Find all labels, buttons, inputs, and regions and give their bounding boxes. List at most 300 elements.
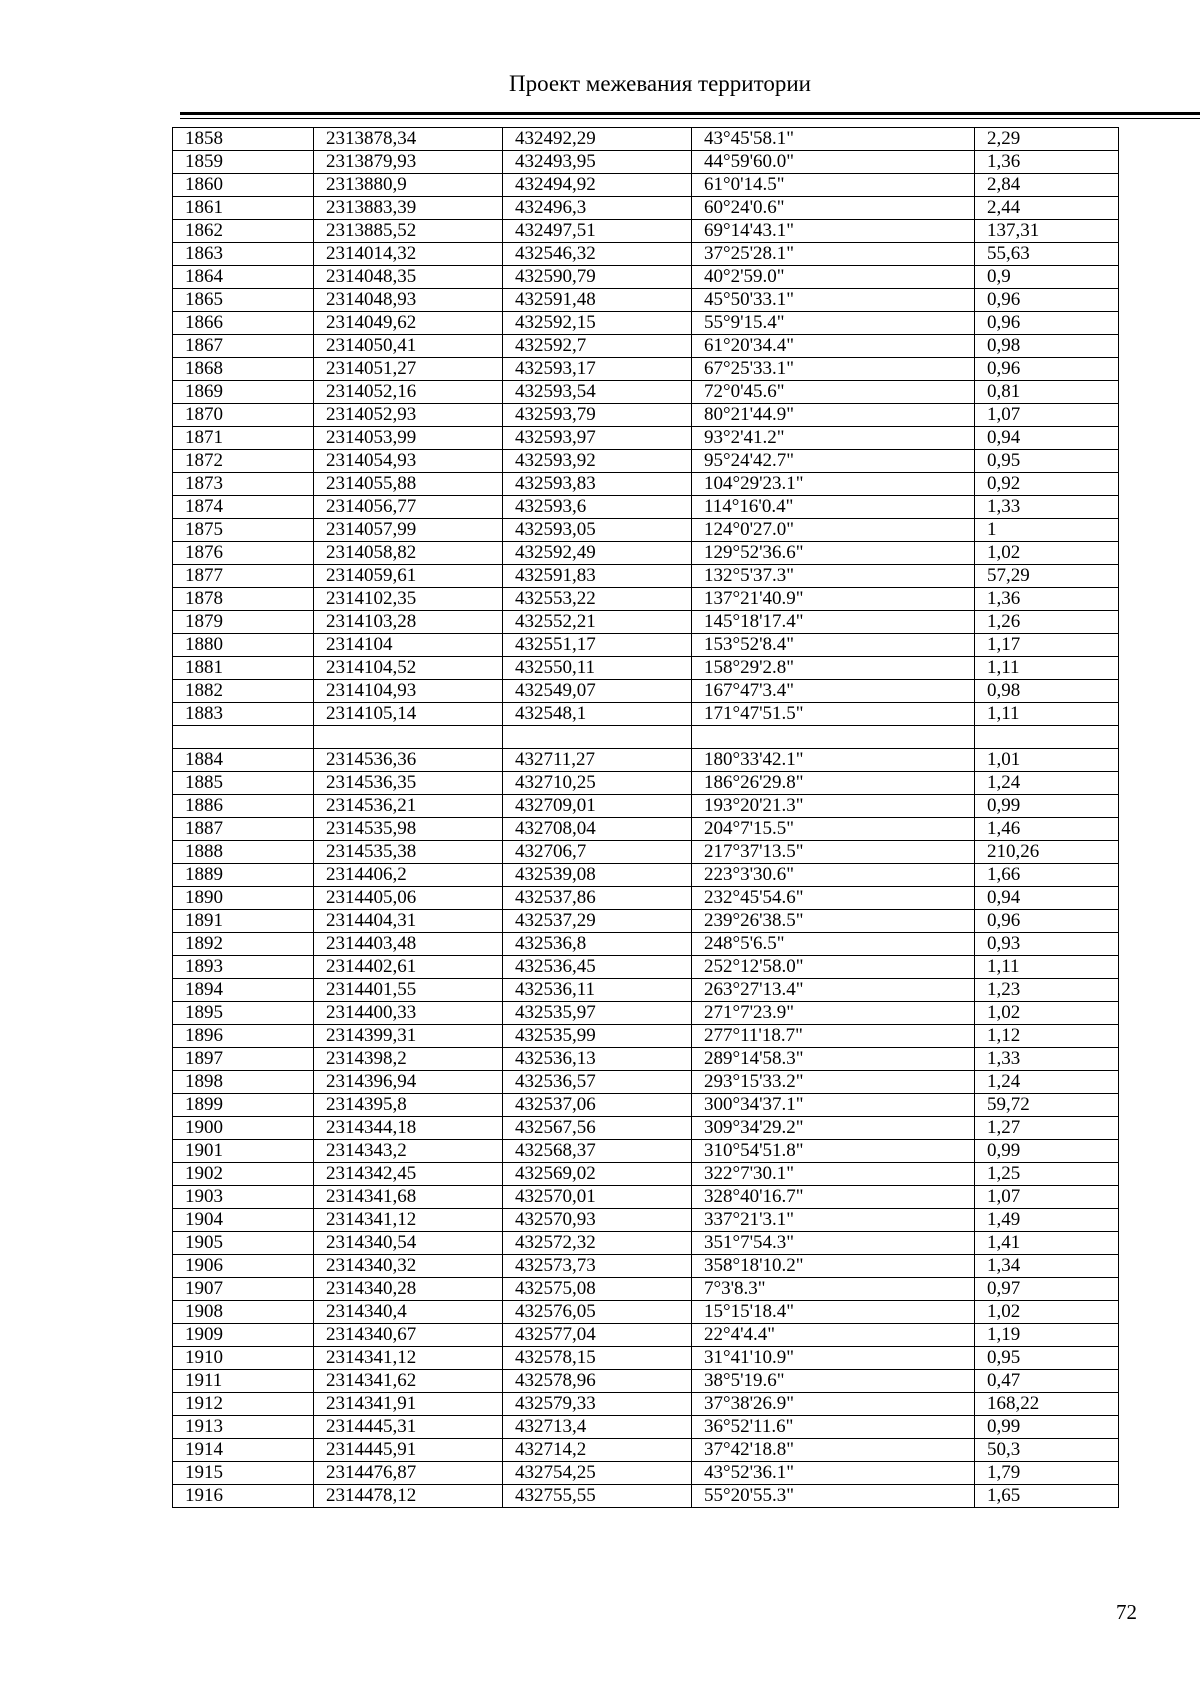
direction-angle-cell: 337°21'3.1": [692, 1208, 975, 1231]
direction-angle-cell: 289°14'58.3": [692, 1047, 975, 1070]
direction-angle-cell: 223°3'30.6": [692, 863, 975, 886]
point-number-cell: 1867: [173, 335, 314, 358]
x-coordinate-cell: 2314341,12: [314, 1208, 503, 1231]
distance-cell: 0,92: [975, 473, 1119, 496]
x-coordinate-cell: 2314399,31: [314, 1024, 503, 1047]
point-number-cell: 1912: [173, 1392, 314, 1415]
direction-angle-cell: 271°7'23.9": [692, 1001, 975, 1024]
point-number-cell: 1897: [173, 1047, 314, 1070]
point-number-cell: 1911: [173, 1369, 314, 1392]
point-number-cell: 1902: [173, 1162, 314, 1185]
table-row: [173, 1162, 1119, 1185]
direction-angle-cell: 322°7'30.1": [692, 1162, 975, 1185]
x-coordinate-cell: 2314405,06: [314, 886, 503, 909]
distance-cell: 1,24: [975, 1070, 1119, 1093]
table-row: [173, 1323, 1119, 1346]
distance-cell: 0,81: [975, 381, 1119, 404]
point-number-cell: 1905: [173, 1231, 314, 1254]
distance-cell: 0,95: [975, 1346, 1119, 1369]
direction-angle-cell: 37°38'26.9": [692, 1392, 975, 1415]
point-number-cell: 1904: [173, 1208, 314, 1231]
table-row: [173, 1484, 1119, 1507]
direction-angle-cell: 124°0'27.0": [692, 519, 975, 542]
x-coordinate-cell: 2314048,93: [314, 289, 503, 312]
distance-cell: 1,49: [975, 1208, 1119, 1231]
table-row: [173, 1254, 1119, 1277]
direction-angle-cell: 328°40'16.7": [692, 1185, 975, 1208]
point-number-cell: 1878: [173, 588, 314, 611]
distance-cell: 1,11: [975, 703, 1119, 726]
table-row: [173, 726, 1119, 749]
table-row: [173, 886, 1119, 909]
x-coordinate-cell: 2314052,16: [314, 381, 503, 404]
x-coordinate-cell: 2314344,18: [314, 1116, 503, 1139]
y-coordinate-cell: 432577,04: [503, 1323, 692, 1346]
direction-angle-cell: 171°47'51.5": [692, 703, 975, 726]
y-coordinate-cell: 432552,21: [503, 611, 692, 634]
x-coordinate-cell: 2314536,35: [314, 771, 503, 794]
direction-angle-cell: 309°34'29.2": [692, 1116, 975, 1139]
table-row: [173, 335, 1119, 358]
table-row: [173, 1024, 1119, 1047]
table-row: [173, 1461, 1119, 1484]
point-number-cell: 1869: [173, 381, 314, 404]
distance-cell: 1,17: [975, 634, 1119, 657]
table-row: [173, 1093, 1119, 1116]
direction-angle-cell: 55°9'15.4": [692, 312, 975, 335]
point-number-cell: 1907: [173, 1277, 314, 1300]
x-coordinate-cell: 2314403,48: [314, 932, 503, 955]
direction-angle-cell: 67°25'33.1": [692, 358, 975, 381]
table-row: [173, 151, 1119, 174]
table-row: [173, 243, 1119, 266]
x-coordinate-cell: 2314340,32: [314, 1254, 503, 1277]
distance-cell: 1,33: [975, 496, 1119, 519]
direction-angle-cell: 158°29'2.8": [692, 657, 975, 680]
table-row: [173, 863, 1119, 886]
distance-cell: 1,25: [975, 1162, 1119, 1185]
direction-angle-cell: 263°27'13.4": [692, 978, 975, 1001]
direction-angle-cell: 95°24'42.7": [692, 450, 975, 473]
distance-cell: 1,07: [975, 1185, 1119, 1208]
distance-cell: 0,94: [975, 427, 1119, 450]
direction-angle-cell: [692, 726, 975, 749]
x-coordinate-cell: 2314053,99: [314, 427, 503, 450]
distance-cell: 1,11: [975, 657, 1119, 680]
coordinates-table: [172, 127, 1119, 1508]
distance-cell: 2,44: [975, 197, 1119, 220]
table-row: [173, 1116, 1119, 1139]
x-coordinate-cell: 2314476,87: [314, 1461, 503, 1484]
table-row: [173, 1369, 1119, 1392]
page-title: Проект межевания территории: [509, 71, 811, 96]
x-coordinate-cell: 2314050,41: [314, 335, 503, 358]
y-coordinate-cell: 432710,25: [503, 771, 692, 794]
x-coordinate-cell: 2314104: [314, 634, 503, 657]
point-number-cell: 1864: [173, 266, 314, 289]
y-coordinate-cell: 432593,97: [503, 427, 692, 450]
distance-cell: 59,72: [975, 1093, 1119, 1116]
x-coordinate-cell: 2314054,93: [314, 450, 503, 473]
direction-angle-cell: 45°50'33.1": [692, 289, 975, 312]
x-coordinate-cell: 2314478,12: [314, 1484, 503, 1507]
x-coordinate-cell: 2314340,28: [314, 1277, 503, 1300]
distance-cell: 1,27: [975, 1116, 1119, 1139]
y-coordinate-cell: 432535,99: [503, 1024, 692, 1047]
distance-cell: 1,41: [975, 1231, 1119, 1254]
direction-angle-cell: 93°2'41.2": [692, 427, 975, 450]
x-coordinate-cell: 2313879,93: [314, 151, 503, 174]
table-row: [173, 473, 1119, 496]
point-number-cell: 1900: [173, 1116, 314, 1139]
distance-cell: 0,94: [975, 886, 1119, 909]
y-coordinate-cell: 432578,15: [503, 1346, 692, 1369]
distance-cell: 1,01: [975, 748, 1119, 771]
direction-angle-cell: 293°15'33.2": [692, 1070, 975, 1093]
point-number-cell: 1887: [173, 817, 314, 840]
distance-cell: 0,97: [975, 1277, 1119, 1300]
y-coordinate-cell: 432569,02: [503, 1162, 692, 1185]
table-row: [173, 220, 1119, 243]
direction-angle-cell: 167°47'3.4": [692, 680, 975, 703]
direction-angle-cell: 43°52'36.1": [692, 1461, 975, 1484]
y-coordinate-cell: 432714,2: [503, 1438, 692, 1461]
x-coordinate-cell: 2314105,14: [314, 703, 503, 726]
y-coordinate-cell: 432570,01: [503, 1185, 692, 1208]
x-coordinate-cell: 2313880,9: [314, 174, 503, 197]
point-number-cell: 1872: [173, 450, 314, 473]
direction-angle-cell: 132°5'37.3": [692, 565, 975, 588]
direction-angle-cell: 80°21'44.9": [692, 404, 975, 427]
table-row: [173, 358, 1119, 381]
table-row: [173, 1185, 1119, 1208]
y-coordinate-cell: 432535,97: [503, 1001, 692, 1024]
x-coordinate-cell: 2314401,55: [314, 978, 503, 1001]
point-number-cell: 1889: [173, 863, 314, 886]
y-coordinate-cell: 432553,22: [503, 588, 692, 611]
direction-angle-cell: 15°15'18.4": [692, 1300, 975, 1323]
table-row: [173, 1438, 1119, 1461]
distance-cell: 1,02: [975, 1300, 1119, 1323]
y-coordinate-cell: 432592,15: [503, 312, 692, 335]
point-number-cell: 1858: [173, 128, 314, 151]
table-row: [173, 1415, 1119, 1438]
point-number-cell: 1903: [173, 1185, 314, 1208]
distance-cell: 1,24: [975, 771, 1119, 794]
direction-angle-cell: 38°5'19.6": [692, 1369, 975, 1392]
x-coordinate-cell: 2314406,2: [314, 863, 503, 886]
y-coordinate-cell: 432494,92: [503, 174, 692, 197]
point-number-cell: 1891: [173, 909, 314, 932]
point-number-cell: [173, 726, 314, 749]
x-coordinate-cell: 2313878,34: [314, 128, 503, 151]
table-row: [173, 1392, 1119, 1415]
y-coordinate-cell: 432591,83: [503, 565, 692, 588]
direction-angle-cell: 186°26'29.8": [692, 771, 975, 794]
x-coordinate-cell: 2314340,54: [314, 1231, 503, 1254]
x-coordinate-cell: 2314057,99: [314, 519, 503, 542]
x-coordinate-cell: 2314395,8: [314, 1093, 503, 1116]
distance-cell: 1,12: [975, 1024, 1119, 1047]
y-coordinate-cell: 432537,06: [503, 1093, 692, 1116]
direction-angle-cell: 31°41'10.9": [692, 1346, 975, 1369]
table-row: [173, 771, 1119, 794]
point-number-cell: 1863: [173, 243, 314, 266]
y-coordinate-cell: 432537,86: [503, 886, 692, 909]
x-coordinate-cell: 2314049,62: [314, 312, 503, 335]
table-row: [173, 1047, 1119, 1070]
y-coordinate-cell: 432536,11: [503, 978, 692, 1001]
x-coordinate-cell: 2314051,27: [314, 358, 503, 381]
x-coordinate-cell: 2314536,36: [314, 748, 503, 771]
page-number: 72: [1116, 1600, 1137, 1624]
y-coordinate-cell: 432592,7: [503, 335, 692, 358]
table-row: [173, 955, 1119, 978]
distance-cell: 1,36: [975, 588, 1119, 611]
distance-cell: 0,98: [975, 680, 1119, 703]
point-number-cell: 1914: [173, 1438, 314, 1461]
table-row: [173, 748, 1119, 771]
direction-angle-cell: 36°52'11.6": [692, 1415, 975, 1438]
x-coordinate-cell: 2314340,67: [314, 1323, 503, 1346]
point-number-cell: 1882: [173, 680, 314, 703]
x-coordinate-cell: 2314535,98: [314, 817, 503, 840]
point-number-cell: 1886: [173, 794, 314, 817]
point-number-cell: 1868: [173, 358, 314, 381]
point-number-cell: 1880: [173, 634, 314, 657]
distance-cell: 210,26: [975, 840, 1119, 863]
table-row: [173, 1300, 1119, 1323]
table-row: [173, 1070, 1119, 1093]
header-rule-thick: [180, 112, 1200, 115]
point-number-cell: 1895: [173, 1001, 314, 1024]
direction-angle-cell: 310°54'51.8": [692, 1139, 975, 1162]
table-row: [173, 634, 1119, 657]
direction-angle-cell: 7°3'8.3": [692, 1277, 975, 1300]
table-row: [173, 427, 1119, 450]
x-coordinate-cell: 2314445,31: [314, 1415, 503, 1438]
y-coordinate-cell: 432711,27: [503, 748, 692, 771]
distance-cell: 1,11: [975, 955, 1119, 978]
direction-angle-cell: 145°18'17.4": [692, 611, 975, 634]
point-number-cell: 1874: [173, 496, 314, 519]
distance-cell: 0,9: [975, 266, 1119, 289]
distance-cell: 0,96: [975, 312, 1119, 335]
table-row: [173, 266, 1119, 289]
x-coordinate-cell: 2314341,62: [314, 1369, 503, 1392]
direction-angle-cell: 180°33'42.1": [692, 748, 975, 771]
y-coordinate-cell: 432536,57: [503, 1070, 692, 1093]
distance-cell: 168,22: [975, 1392, 1119, 1415]
distance-cell: 0,99: [975, 1415, 1119, 1438]
y-coordinate-cell: 432497,51: [503, 220, 692, 243]
distance-cell: 0,96: [975, 909, 1119, 932]
y-coordinate-cell: 432572,32: [503, 1231, 692, 1254]
direction-angle-cell: 44°59'60.0": [692, 151, 975, 174]
table-row: [173, 1346, 1119, 1369]
table-row: [173, 565, 1119, 588]
direction-angle-cell: 69°14'43.1": [692, 220, 975, 243]
y-coordinate-cell: 432579,33: [503, 1392, 692, 1415]
point-number-cell: 1876: [173, 542, 314, 565]
distance-cell: 1,46: [975, 817, 1119, 840]
table-row: [173, 1277, 1119, 1300]
y-coordinate-cell: 432591,48: [503, 289, 692, 312]
table-row: [173, 703, 1119, 726]
x-coordinate-cell: 2314102,35: [314, 588, 503, 611]
distance-cell: 1,19: [975, 1323, 1119, 1346]
y-coordinate-cell: 432593,83: [503, 473, 692, 496]
distance-cell: 57,29: [975, 565, 1119, 588]
point-number-cell: 1892: [173, 932, 314, 955]
point-number-cell: 1866: [173, 312, 314, 335]
table-row: [173, 450, 1119, 473]
direction-angle-cell: 55°20'55.3": [692, 1484, 975, 1507]
y-coordinate-cell: 432573,73: [503, 1254, 692, 1277]
y-coordinate-cell: 432539,08: [503, 863, 692, 886]
point-number-cell: 1893: [173, 955, 314, 978]
table-row: [173, 932, 1119, 955]
table-row: [173, 128, 1119, 151]
distance-cell: 1,34: [975, 1254, 1119, 1277]
y-coordinate-cell: 432708,04: [503, 817, 692, 840]
y-coordinate-cell: 432568,37: [503, 1139, 692, 1162]
distance-cell: 0,95: [975, 450, 1119, 473]
x-coordinate-cell: 2314048,35: [314, 266, 503, 289]
x-coordinate-cell: 2313883,39: [314, 197, 503, 220]
table-row: [173, 611, 1119, 634]
x-coordinate-cell: 2314104,93: [314, 680, 503, 703]
distance-cell: 0,96: [975, 358, 1119, 381]
x-coordinate-cell: 2314342,45: [314, 1162, 503, 1185]
point-number-cell: 1888: [173, 840, 314, 863]
table-row: [173, 680, 1119, 703]
point-number-cell: 1896: [173, 1024, 314, 1047]
y-coordinate-cell: 432593,92: [503, 450, 692, 473]
x-coordinate-cell: 2314056,77: [314, 496, 503, 519]
distance-cell: 137,31: [975, 220, 1119, 243]
y-coordinate-cell: 432548,1: [503, 703, 692, 726]
y-coordinate-cell: 432537,29: [503, 909, 692, 932]
table-row: [173, 496, 1119, 519]
table-row: [173, 978, 1119, 1001]
x-coordinate-cell: 2314014,32: [314, 243, 503, 266]
point-number-cell: 1859: [173, 151, 314, 174]
distance-cell: 0,99: [975, 794, 1119, 817]
point-number-cell: 1910: [173, 1346, 314, 1369]
y-coordinate-cell: 432590,79: [503, 266, 692, 289]
direction-angle-cell: 61°0'14.5": [692, 174, 975, 197]
y-coordinate-cell: [503, 726, 692, 749]
x-coordinate-cell: 2314400,33: [314, 1001, 503, 1024]
direction-angle-cell: 239°26'38.5": [692, 909, 975, 932]
direction-angle-cell: 22°4'4.4": [692, 1323, 975, 1346]
point-number-cell: 1908: [173, 1300, 314, 1323]
direction-angle-cell: 137°21'40.9": [692, 588, 975, 611]
point-number-cell: 1875: [173, 519, 314, 542]
distance-cell: 0,93: [975, 932, 1119, 955]
direction-angle-cell: 72°0'45.6": [692, 381, 975, 404]
table-row: [173, 1208, 1119, 1231]
y-coordinate-cell: 432593,05: [503, 519, 692, 542]
direction-angle-cell: 217°37'13.5": [692, 840, 975, 863]
x-coordinate-cell: 2314398,2: [314, 1047, 503, 1070]
coordinates-table-body: [173, 128, 1119, 1508]
point-number-cell: 1909: [173, 1323, 314, 1346]
y-coordinate-cell: 432536,8: [503, 932, 692, 955]
distance-cell: 50,3: [975, 1438, 1119, 1461]
distance-cell: 1,36: [975, 151, 1119, 174]
distance-cell: 1,66: [975, 863, 1119, 886]
x-coordinate-cell: 2314104,52: [314, 657, 503, 680]
distance-cell: 0,96: [975, 289, 1119, 312]
x-coordinate-cell: 2314341,12: [314, 1346, 503, 1369]
table-row: [173, 174, 1119, 197]
direction-angle-cell: 193°20'21.3": [692, 794, 975, 817]
point-number-cell: 1915: [173, 1461, 314, 1484]
table-row: [173, 312, 1119, 335]
table-row: [173, 381, 1119, 404]
direction-angle-cell: 300°34'37.1": [692, 1093, 975, 1116]
y-coordinate-cell: 432593,6: [503, 496, 692, 519]
x-coordinate-cell: 2314103,28: [314, 611, 503, 634]
y-coordinate-cell: 432536,13: [503, 1047, 692, 1070]
table-row: [173, 1139, 1119, 1162]
point-number-cell: 1862: [173, 220, 314, 243]
y-coordinate-cell: 432706,7: [503, 840, 692, 863]
y-coordinate-cell: 432755,55: [503, 1484, 692, 1507]
y-coordinate-cell: 432754,25: [503, 1461, 692, 1484]
y-coordinate-cell: 432492,29: [503, 128, 692, 151]
table-row: [173, 909, 1119, 932]
y-coordinate-cell: 432570,93: [503, 1208, 692, 1231]
direction-angle-cell: 129°52'36.6": [692, 542, 975, 565]
direction-angle-cell: 351°7'54.3": [692, 1231, 975, 1254]
direction-angle-cell: 40°2'59.0": [692, 266, 975, 289]
x-coordinate-cell: 2314445,91: [314, 1438, 503, 1461]
x-coordinate-cell: [314, 726, 503, 749]
table-row: [173, 519, 1119, 542]
point-number-cell: 1916: [173, 1484, 314, 1507]
x-coordinate-cell: 2313885,52: [314, 220, 503, 243]
direction-angle-cell: 61°20'34.4": [692, 335, 975, 358]
point-number-cell: 1890: [173, 886, 314, 909]
distance-cell: 1,02: [975, 1001, 1119, 1024]
table-row: [173, 197, 1119, 220]
distance-cell: 1,02: [975, 542, 1119, 565]
x-coordinate-cell: 2314341,68: [314, 1185, 503, 1208]
x-coordinate-cell: 2314402,61: [314, 955, 503, 978]
distance-cell: 1,23: [975, 978, 1119, 1001]
direction-angle-cell: 277°11'18.7": [692, 1024, 975, 1047]
direction-angle-cell: 114°16'0.4": [692, 496, 975, 519]
x-coordinate-cell: 2314055,88: [314, 473, 503, 496]
x-coordinate-cell: 2314535,38: [314, 840, 503, 863]
table-row: [173, 840, 1119, 863]
x-coordinate-cell: 2314343,2: [314, 1139, 503, 1162]
point-number-cell: 1883: [173, 703, 314, 726]
direction-angle-cell: 232°45'54.6": [692, 886, 975, 909]
point-number-cell: 1884: [173, 748, 314, 771]
y-coordinate-cell: 432496,3: [503, 197, 692, 220]
x-coordinate-cell: 2314404,31: [314, 909, 503, 932]
distance-cell: 1,07: [975, 404, 1119, 427]
point-number-cell: 1877: [173, 565, 314, 588]
distance-cell: 2,29: [975, 128, 1119, 151]
y-coordinate-cell: 432551,17: [503, 634, 692, 657]
distance-cell: 55,63: [975, 243, 1119, 266]
point-number-cell: 1906: [173, 1254, 314, 1277]
